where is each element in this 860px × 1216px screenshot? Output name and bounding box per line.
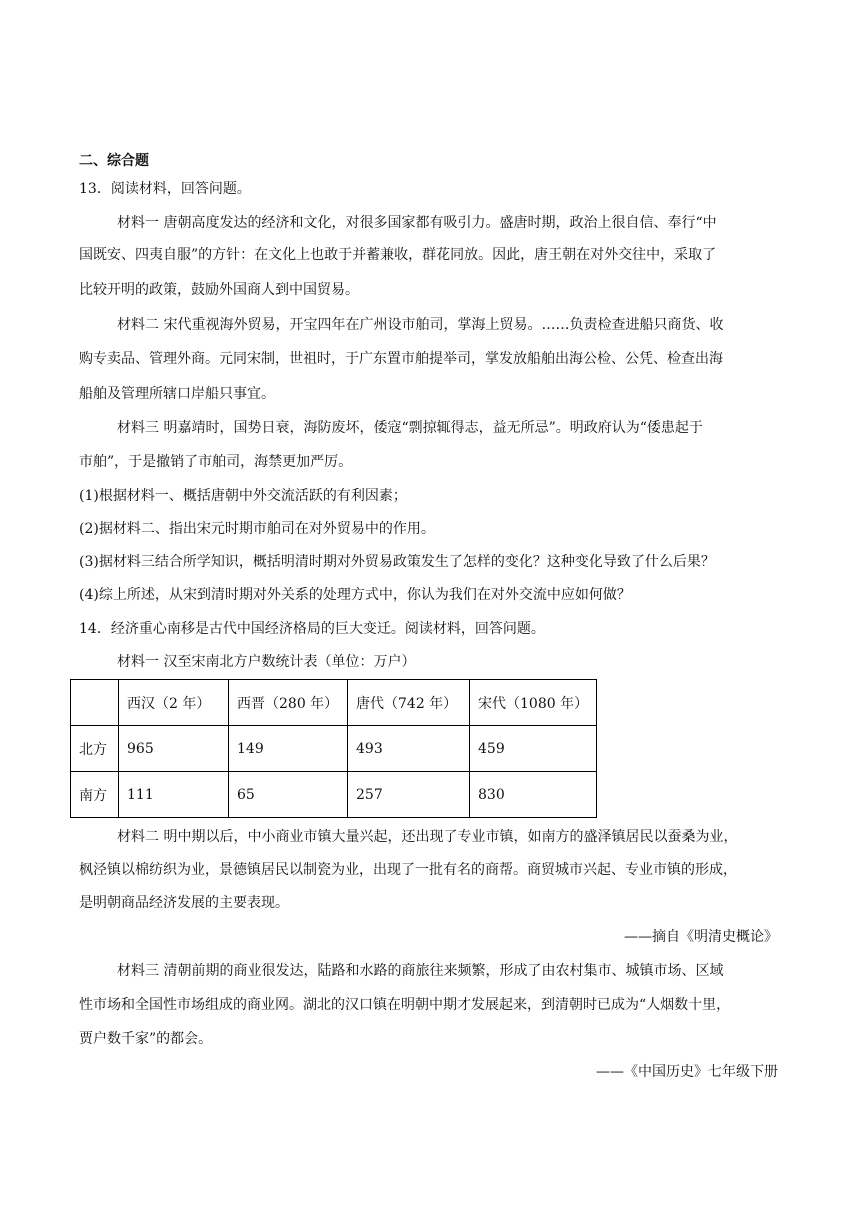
material-paragraph: 材料二 宋代重视海外贸易，开宝四年在广州设市舶司，掌海上贸易。……负责检查进船只商货、收 (117, 317, 724, 333)
table-cell: 965 (119, 726, 229, 772)
table-cell: 宋代（1080 年） (470, 680, 597, 726)
material-paragraph: 材料二 明中期以后，中小商业市镇大量兴起，还出现了专业市镇，如南方的盛泽镇居民以蚕桑为业， (117, 829, 738, 845)
table-cell: 257 (348, 772, 470, 818)
table-cell: 149 (229, 726, 348, 772)
material-paragraph: 材料一 唐朝高度发达的经济和文化，对很多国家都有吸引力。盛唐时期，政治上很自信、奉行“中 (117, 215, 717, 231)
material-paragraph: 是明朝商品经济发展的主要表现。 (79, 895, 289, 911)
table-cell: 南方 (71, 772, 119, 818)
material-paragraph: 材料三 明嘉靖时，国势日衰，海防废坏，倭寇“剽掠辄得志，益无所忌”。明政府认为“倭患起于 (117, 420, 703, 436)
question-stem: 13．阅读材料，回答问题。 (79, 181, 251, 197)
material-paragraph: 国既安、四夷自服”的方针：在文化上也敢于并蓄兼收，群花同放。因此，唐王朝在对外交往中，采取了 (79, 247, 717, 263)
table-header-row (71, 680, 597, 726)
table-cell: 西汉（2 年） (119, 680, 229, 726)
question-stem: 14．经济重心南移是古代中国经济格局的巨大变迁。阅读材料，回答问题。 (79, 621, 545, 637)
material-paragraph: 枫泾镇以棉纺织为业，景德镇居民以制瓷为业，出现了一批有名的商帮。商贸城市兴起、专业市镇的形成， (79, 862, 737, 878)
table-row (71, 726, 597, 772)
sub-question: (4)综上所述，从宋到清时期对外关系的处理方式中，你认为我们在对外交流中应如何做？ (79, 587, 631, 603)
sub-question: (1)根据材料一、概括唐朝中外交流活跃的有利因素； (79, 488, 407, 504)
table-cell: 459 (470, 726, 597, 772)
material-paragraph: 船舶及管理所辖口岸船只事宜。 (79, 386, 275, 402)
material-paragraph: 贾户数千家”的都会。 (79, 1031, 213, 1047)
material-paragraph: 比较开明的政策，鼓励外国商人到中国贸易。 (79, 282, 359, 298)
material-paragraph: 材料三 清朝前期的商业很发达，陆路和水路的商旅往来频繁，形成了由农村集市、城镇市场、区域 (117, 963, 724, 979)
section-title: 二、综合题 (79, 153, 149, 169)
table-cell: 493 (348, 726, 470, 772)
sub-question: (2)据材料二、指出宋元时期市舶司在对外贸易中的作用。 (79, 521, 435, 537)
source-citation: ——《中国历史》七年级下册 (596, 1064, 778, 1080)
table-cell: 唐代（742 年） (348, 680, 470, 726)
table-cell: 北方 (71, 726, 119, 772)
table-cell (71, 680, 119, 726)
table-caption: 材料一 汉至宋南北方户数统计表（单位：万户） (117, 654, 416, 670)
household-table (70, 679, 597, 818)
table-cell: 西晋（280 年） (229, 680, 348, 726)
table-cell: 111 (119, 772, 229, 818)
material-paragraph: 市舶”，于是撤销了市舶司，海禁更加严厉。 (79, 454, 353, 470)
material-paragraph: 性市场和全国性市场组成的商业网。湖北的汉口镇在明朝中期才发展起来，到清朝时已成为“人烟数十里， (79, 997, 731, 1013)
material-paragraph: 购专卖品、管理外商。元同宋制，世祖时，于广东置市舶提举司，掌发放船舶出海公检、公凭、检查出海 (79, 351, 723, 367)
table-cell: 65 (229, 772, 348, 818)
table-cell: 830 (470, 772, 597, 818)
source-citation: ——摘自《明清史概论》 (624, 929, 778, 945)
table-row (71, 772, 597, 818)
sub-question: (3)据材料三结合所学知识，概括明清时期对外贸易政策发生了怎样的变化？这种变化导致了什么后果？ (79, 554, 715, 570)
